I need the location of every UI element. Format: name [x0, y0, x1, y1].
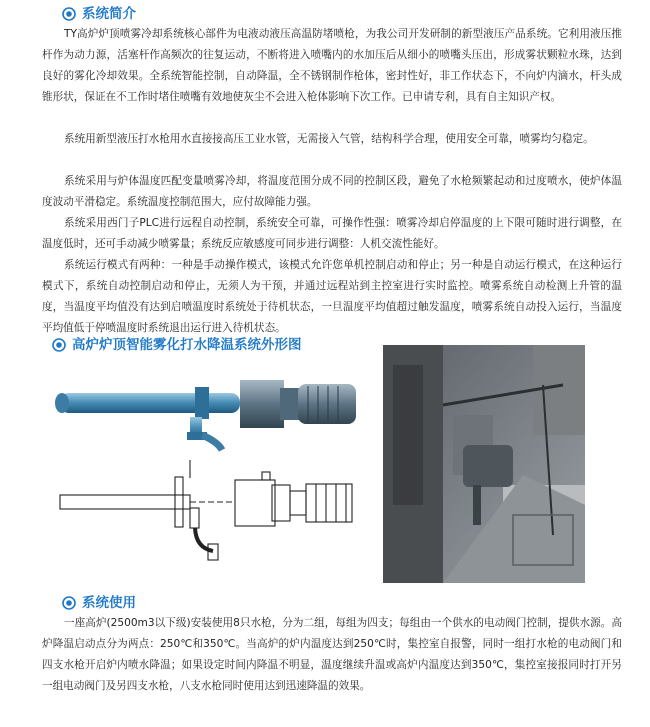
intro-paragraph-2: 系统用新型液压打水枪用水直接接高压工业水管，无需接入气管，结构科学合理，使用安全可靠，喷雾均匀稳定。 [64, 133, 594, 145]
circle-bullet-icon [52, 338, 66, 352]
site-photo [383, 345, 585, 583]
intro-paragraph-3: 系统采用与炉体温度匹配变量喷雾冷却，将温度范围分成不同的控制区段，避免了水枪频繁起动和过度喷水，使炉体温度波动平滑稳定。系统温度控制范围大，应付故障能力强。 [42, 175, 622, 208]
section-heading-figure [52, 336, 302, 354]
section-heading-intro [62, 5, 136, 23]
circle-bullet-icon [62, 7, 76, 21]
circle-bullet-icon [62, 596, 76, 610]
usage-paragraph-1: 一座高炉(2500m3以下级)安装使用8只水枪，分为二组，每组为四支；每组由一个供水的电动阀门控制，提供水源。高炉降温启动点分为两点：250℃和350℃。当高炉的炉内温度达到250℃时，集控室自报警，同时一组打水枪的电动阀门和四支水枪开启炉内喷水降温；如果设定时间内降温不明显，温度继续升温或高炉内温度达到350℃，集控室接报同时打开另一组电动阀门及另四支水枪，八支水枪同时使用达到迅速降温的效果。 [42, 617, 622, 692]
intro-paragraph-4: 系统采用西门子PLC进行远程自动控制，系统安全可靠，可操作性强：喷雾冷却启停温度的上下限可随时进行调整，在温度低时，还可手动减少喷雾量；系统反应敏感度可同步进行调整：人机交流性能好。 [42, 217, 622, 250]
intro-paragraph-1: TY高炉炉顶喷雾冷却系统核心部件为电液动液压高温防堵喷枪，为我公司开发研制的新型液压产品系统。它利用液压推杆作为动力源，活塞杆作高频次的往复运动，不断将进入喷嘴内的水加压后从细小的喷嘴头压出，形成雾状颗粒水珠，达到良好的雾化冷却效果。全系统智能控制，自动降温，全不锈钢制作枪体，密封性好，非工作状态下，不向炉内滴水，杆头成锥形状，保证在不工作时堵住喷嘴有效地使灰尘不会进入枪体影响下次工作。已申请专利，具有自主知识产权。 [42, 28, 622, 103]
intro-paragraph-5: 系统运行模式有两种：一种是手动操作模式，该模式允许您单机控制启动和停止；另一种是自动运行模式，在这种运行模式下，系统自动控制启动和停止，无须人为干预，并通过远程站到主控室进行实时监控。喷雾系统自动检测上升管的温度，当温度平均值没有达到启喷温度时系统处于待机状态，一旦温度平均值超过触发温度，喷雾系统自动投入运行，当温度平均值低于停喷温度时系统退出运行进入待机状态。 [42, 259, 622, 334]
spray-gun-drawing [40, 360, 380, 570]
gun-line-drawing [60, 460, 352, 560]
section-heading-usage [62, 594, 136, 612]
section-title: 系统简介 [82, 6, 136, 22]
section-title: 高炉炉顶智能雾化打水降温系统外形图 [72, 337, 302, 353]
section-title: 系统使用 [82, 595, 136, 611]
gun-rendering [55, 380, 356, 450]
